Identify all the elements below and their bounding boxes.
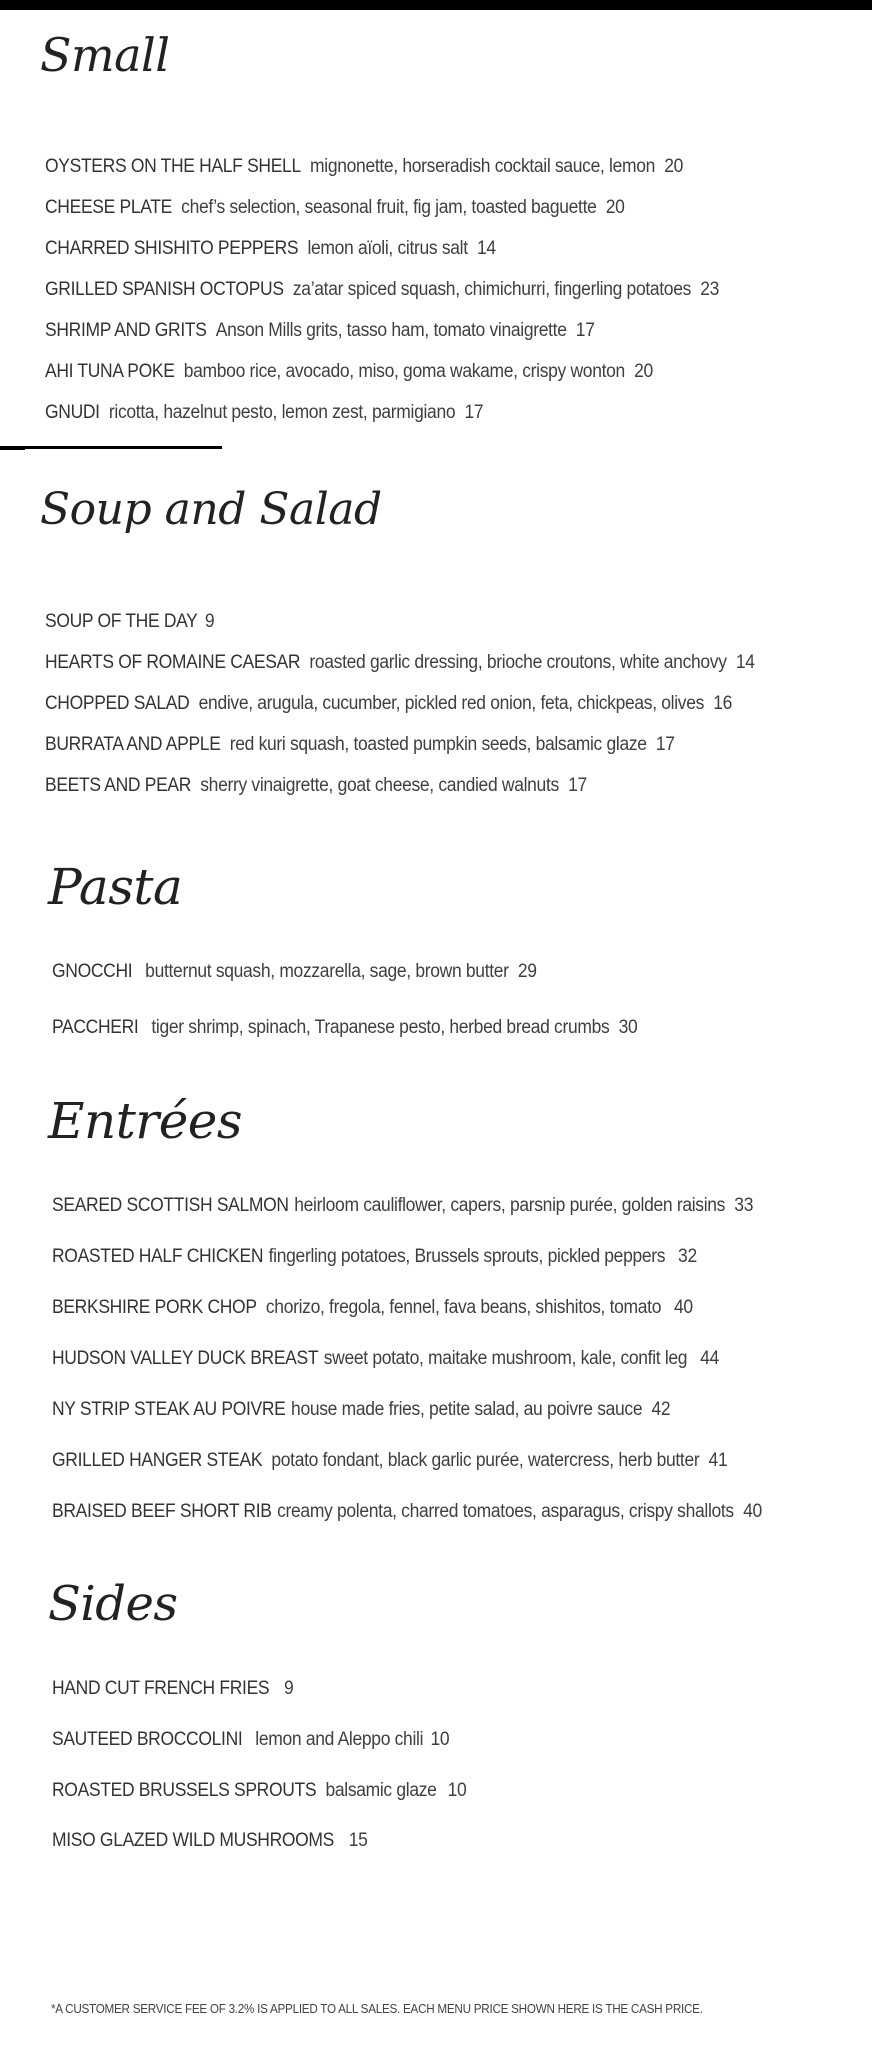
- item-price: 40: [674, 1297, 693, 1318]
- item-price: 20: [634, 361, 653, 382]
- item-name: SAUTEED BROCCOLINI: [52, 1729, 243, 1750]
- menu-item: [52, 1399, 670, 1421]
- item-name: PACCHERI: [52, 1017, 139, 1038]
- item-name: BEETS AND PEAR: [45, 775, 192, 796]
- item-name: GRILLED HANGER STEAK: [52, 1450, 263, 1471]
- menu-item: [52, 1830, 368, 1852]
- item-description: lemon aïoli, citrus salt: [307, 238, 468, 259]
- item-name: BERKSHIRE PORK CHOP: [52, 1297, 257, 1318]
- menu-item: [45, 238, 496, 260]
- item-name: HEARTS OF ROMAINE CAESAR: [45, 652, 301, 673]
- item-description: za’atar spiced squash, chimichurri, fingerling potatoes: [292, 279, 692, 300]
- item-description: potato fondant, black garlic purée, watercress, herb butter: [271, 1450, 700, 1471]
- item-description: tiger shrimp, spinach, Trapanese pesto, herbed bread crumbs: [151, 1017, 610, 1038]
- item-price: 17: [655, 734, 675, 755]
- item-name: ROASTED HALF CHICKEN: [52, 1246, 264, 1267]
- item-price: 23: [700, 279, 720, 300]
- menu-item: [52, 961, 537, 983]
- item-price: 10: [430, 1729, 450, 1750]
- item-name: GNUDI: [45, 402, 100, 423]
- item-price: 33: [734, 1195, 754, 1216]
- item-name: HAND CUT FRENCH FRIES: [52, 1678, 270, 1699]
- menu-item: [45, 361, 653, 383]
- item-price: 40: [743, 1501, 762, 1522]
- menu-item: [52, 1678, 293, 1700]
- item-name: ROASTED BRUSSELS SPROUTS: [52, 1780, 317, 1801]
- section-heading-sides: Sides: [48, 1576, 178, 1632]
- item-price: 30: [618, 1017, 638, 1038]
- menu-item: [52, 1501, 762, 1523]
- section-divider: [0, 446, 222, 449]
- item-description: mignonette, horseradish cocktail sauce, lemon: [310, 156, 656, 177]
- item-price: 14: [476, 238, 496, 259]
- menu-item: [52, 1450, 727, 1472]
- item-name: CHARRED SHISHITO PEPPERS: [45, 238, 299, 259]
- item-price: 17: [464, 402, 484, 423]
- item-name: BURRATA AND APPLE: [45, 734, 221, 755]
- menu-item: [45, 320, 595, 342]
- menu-item: [45, 156, 683, 178]
- item-price: 15: [348, 1830, 368, 1851]
- item-name: GNOCCHI: [52, 961, 133, 982]
- section-heading-pasta: Pasta: [48, 858, 183, 916]
- item-price: 32: [678, 1246, 697, 1267]
- item-price: 9: [204, 611, 215, 632]
- item-description: ricotta, hazelnut pesto, lemon zest, parmigiano: [108, 402, 456, 423]
- item-description: balsamic glaze: [325, 1780, 437, 1801]
- item-description: sweet potato, maitake mushroom, kale, confit leg: [323, 1348, 688, 1369]
- menu-item: [45, 734, 675, 756]
- item-name: SOUP OF THE DAY: [45, 611, 198, 632]
- item-name: AHI TUNA POKE: [45, 361, 175, 382]
- item-price: 17: [568, 775, 587, 796]
- menu-item: [52, 1297, 693, 1319]
- item-name: SEARED SCOTTISH SALMON: [52, 1195, 289, 1216]
- menu-item: [45, 611, 214, 633]
- item-description: butternut squash, mozzarella, sage, brown butter: [145, 961, 509, 982]
- section-heading-soup-and-salad: Soup and Salad: [40, 484, 382, 535]
- item-description: heirloom cauliflower, capers, parsnip purée, golden raisins: [294, 1195, 726, 1216]
- item-price: 42: [651, 1399, 671, 1420]
- item-price: 9: [283, 1678, 294, 1699]
- menu-item: [45, 279, 719, 301]
- menu-item: [52, 1246, 697, 1268]
- item-price: 29: [517, 961, 537, 982]
- item-price: 20: [605, 197, 625, 218]
- item-description: house made fries, petite salad, au poivre sauce: [291, 1399, 643, 1420]
- item-description: bamboo rice, avocado, miso, goma wakame, crispy wonton: [183, 361, 625, 382]
- item-name: CHOPPED SALAD: [45, 693, 190, 714]
- item-name: GRILLED SPANISH OCTOPUS: [45, 279, 284, 300]
- item-price: 16: [713, 693, 733, 714]
- item-name: HUDSON VALLEY DUCK BREAST: [52, 1348, 319, 1369]
- item-name: CHEESE PLATE: [45, 197, 172, 218]
- item-price: 41: [708, 1450, 728, 1471]
- menu-item: [52, 1017, 637, 1039]
- item-name: BRAISED BEEF SHORT RIB: [52, 1501, 272, 1522]
- item-description: roasted garlic dressing, brioche croutons, white anchovy: [309, 652, 727, 673]
- item-price: 20: [664, 156, 684, 177]
- item-name: OYSTERS ON THE HALF SHELL: [45, 156, 301, 177]
- menu-item: [52, 1780, 466, 1802]
- section-divider-stub: [0, 447, 25, 450]
- item-name: SHRIMP AND GRITS: [45, 320, 207, 341]
- menu-item: [45, 402, 483, 424]
- menu-item: [52, 1195, 753, 1217]
- item-name: NY STRIP STEAK AU POIVRE: [52, 1399, 286, 1420]
- item-price: 17: [575, 320, 595, 341]
- item-price: 10: [447, 1780, 467, 1801]
- section-heading-small: Small: [40, 28, 170, 82]
- item-description: creamy polenta, charred tomatoes, asparagus, crispy shallots: [277, 1501, 734, 1522]
- menu-item: [52, 1729, 449, 1751]
- item-description: Anson Mills grits, tasso ham, tomato vinaigrette: [215, 320, 567, 341]
- menu-item: [45, 775, 587, 797]
- menu-item: [45, 652, 755, 674]
- item-description: chef’s selection, seasonal fruit, fig jam, toasted baguette: [181, 197, 597, 218]
- menu-item: [45, 693, 732, 715]
- footnote-service-fee: *A CUSTOMER SERVICE FEE OF 3.2% IS APPLIED TO ALL SALES. EACH MENU PRICE SHOWN HERE IS THE CASH PRICE.: [51, 2001, 703, 2016]
- item-price: 44: [700, 1348, 719, 1369]
- item-description: endive, arugula, cucumber, pickled red onion, feta, chickpeas, olives: [198, 693, 705, 714]
- item-description: chorizo, fregola, fennel, fava beans, shishitos, tomato: [265, 1297, 662, 1318]
- section-heading-entrees: Entrées: [48, 1092, 243, 1150]
- top-bar: [0, 0, 872, 10]
- menu-item: [52, 1348, 719, 1370]
- item-description: sherry vinaigrette, goat cheese, candied walnuts: [200, 775, 559, 796]
- item-description: lemon and Aleppo chili: [255, 1729, 424, 1750]
- item-description: fingerling potatoes, Brussels sprouts, pickled peppers: [268, 1246, 666, 1267]
- menu-item: [45, 197, 625, 219]
- item-name: MISO GLAZED WILD MUSHROOMS: [52, 1830, 335, 1851]
- item-description: red kuri squash, toasted pumpkin seeds, balsamic glaze: [229, 734, 647, 755]
- item-price: 14: [735, 652, 755, 673]
